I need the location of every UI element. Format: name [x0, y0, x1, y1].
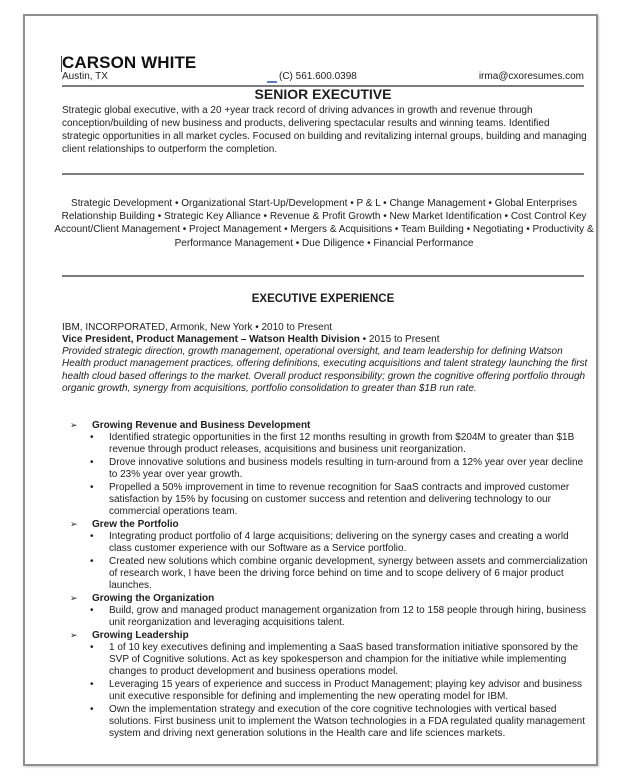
skills-divider: [62, 275, 584, 277]
bullet-dot-icon: •: [90, 432, 94, 443]
location: Austin, TX: [62, 71, 108, 82]
bullet-text: 1 of 10 key executives defining and implementing a SaaS based transformation initiative sponsored by the SVP of Cognitive solutions. Act as key spokesperson and champion for the initiative while implementing changes to product development and business operations model.: [109, 642, 579, 677]
bullet-item: [70, 679, 590, 703]
professional-title: SENIOR EXECUTIVE: [254, 86, 392, 102]
group-heading: [70, 593, 590, 605]
experience-section-title: EXECUTIVE EXPERIENCE: [251, 293, 395, 305]
bullet-item: [70, 704, 590, 739]
group-heading-text: Growing Revenue and Business Development: [92, 420, 311, 431]
company-line: IBM, INCORPORATED, Armonk, New York • 2010 to Present: [62, 322, 333, 333]
bullet-list: [70, 642, 590, 739]
role-line: [62, 334, 440, 345]
achievement-group: [70, 630, 590, 739]
role-description: Provided strategic direction, growth management, operational oversight, and team leadership for defining Watson Health product management practices, offering definitions, executing acquisitions and talent strategy launching the first health cloud based offerings to the market. Overall product responsibility; grown the cognitive offering portfolio through organic growth, synergy from acquisitions, portfolio consolidation to greater than $1B run rate.: [62, 346, 588, 394]
bullet-item: [70, 642, 590, 677]
arrow-bullet-icon: ➢: [70, 593, 78, 604]
bullet-text: Own the implementation strategy and execution of the core cognitive technologies with vertical based solutions. First business unit to implement the Watson technologies in a FDA regulated quality management system and driving next generation solutions in the Health care and life sciences markets.: [109, 704, 585, 739]
resume-page: [23, 14, 598, 766]
bullet-text: Integrating product portfolio of 4 large acquisitions; delivering on the synergy cases and creating a world class customer experience with our Software as a Service portfolio.: [109, 531, 569, 554]
achievement-group: [70, 593, 590, 629]
email-address[interactable]: irma@cxoresumes.com: [478, 71, 584, 82]
group-heading: [70, 519, 590, 531]
achievement-groups: [70, 420, 590, 741]
bullet-text: Drove innovative solutions and business models resulting in turn-around from a 12% year over year decline to 23% year over year growth.: [109, 457, 584, 480]
bullet-item: [70, 605, 590, 629]
bullet-text: Identified strategic opportunities in the first 12 months resulting in growth from $204M to greater than $1B revenue through product releases, acquisitions and business unit reorganization.: [109, 432, 575, 455]
bullet-dot-icon: •: [90, 605, 94, 617]
role-dates: • 2015 to Present: [359, 334, 440, 345]
skills-list: Strategic Development • Organizational Start-Up/Development • P & L • Change Management • Global Enterprises Relationship Building • Strategic Key Alliance • Revenue & Profit Growth • New Market Identification • Cost Control Key Account/Client Management • Project Management • Mergers & Acquisitions • Team Building • Negotiating • Productivity & Performance Management • Due Diligence • Financial Performance: [54, 198, 594, 249]
group-heading-text: Growing the Organization: [92, 593, 215, 605]
group-heading: [70, 630, 590, 642]
bullet-item: [70, 556, 590, 591]
candidate-name: CARSON WHITE: [62, 53, 197, 72]
bullet-list: [70, 605, 590, 629]
group-heading-text: Growing Leadership: [92, 630, 189, 642]
achievement-group: [70, 420, 590, 518]
arrow-bullet-icon: ➢: [70, 519, 78, 530]
role-title: Vice President, Product Management – Watson Health Division: [62, 334, 360, 345]
summary-divider: [62, 173, 584, 175]
bullet-dot-icon: •: [90, 457, 94, 469]
arrow-bullet-icon: ➢: [70, 420, 78, 430]
achievement-group: [70, 519, 590, 591]
bullet-dot-icon: •: [90, 531, 94, 543]
group-heading: [70, 420, 590, 432]
bullet-list: [70, 432, 590, 518]
arrow-bullet-icon: ➢: [70, 630, 78, 641]
bullet-item: [70, 482, 590, 517]
bullet-text: Created new solutions which combine organic development, synergy between assets and commercialization of research work, I have been the driving force behind on time and to scope delivery of 6 major product launches.: [109, 556, 588, 591]
group-heading-text: Grew the Portfolio: [92, 519, 179, 531]
bullet-item: [70, 457, 590, 481]
summary-paragraph: Strategic global executive, with a 20 +year track record of driving advances in growth and revenue through conception/building of new business and products, delivering spectacular results and winning teams. Identified strategic opportunities in all market cycles. Focused on building and revitalizing internal groups, building and managing client relationships to outperform the completion.: [62, 105, 587, 155]
bullet-dot-icon: •: [90, 679, 94, 691]
bullet-text: Leveraging 15 years of experience and success in Product Management; playing key advisor and business unit executive responsible for defining and implementing the new operating model for IBM.: [109, 679, 583, 702]
phone-number: (C) 561.600.0398: [279, 71, 357, 82]
bullet-item: [70, 531, 590, 555]
bullet-dot-icon: •: [90, 556, 94, 568]
selection-mark: [267, 81, 277, 83]
bullet-dot-icon: •: [90, 704, 94, 716]
bullet-list: [70, 531, 590, 591]
contact-line: [62, 71, 584, 84]
bullet-text: Build, grow and managed product management organization from 12 to 158 people through hiring, business unit reorganization and leveraging acquisitions talent.: [109, 605, 586, 628]
bullet-dot-icon: •: [90, 482, 94, 494]
bullet-text: Propelled a 50% improvement in time to revenue recognition for SaaS contracts and improved customer satisfaction by 15% by focusing on customer success and retention and delivering technology to our commercial operations team.: [109, 482, 570, 517]
bullet-item: [70, 432, 590, 456]
bullet-dot-icon: •: [90, 642, 94, 654]
